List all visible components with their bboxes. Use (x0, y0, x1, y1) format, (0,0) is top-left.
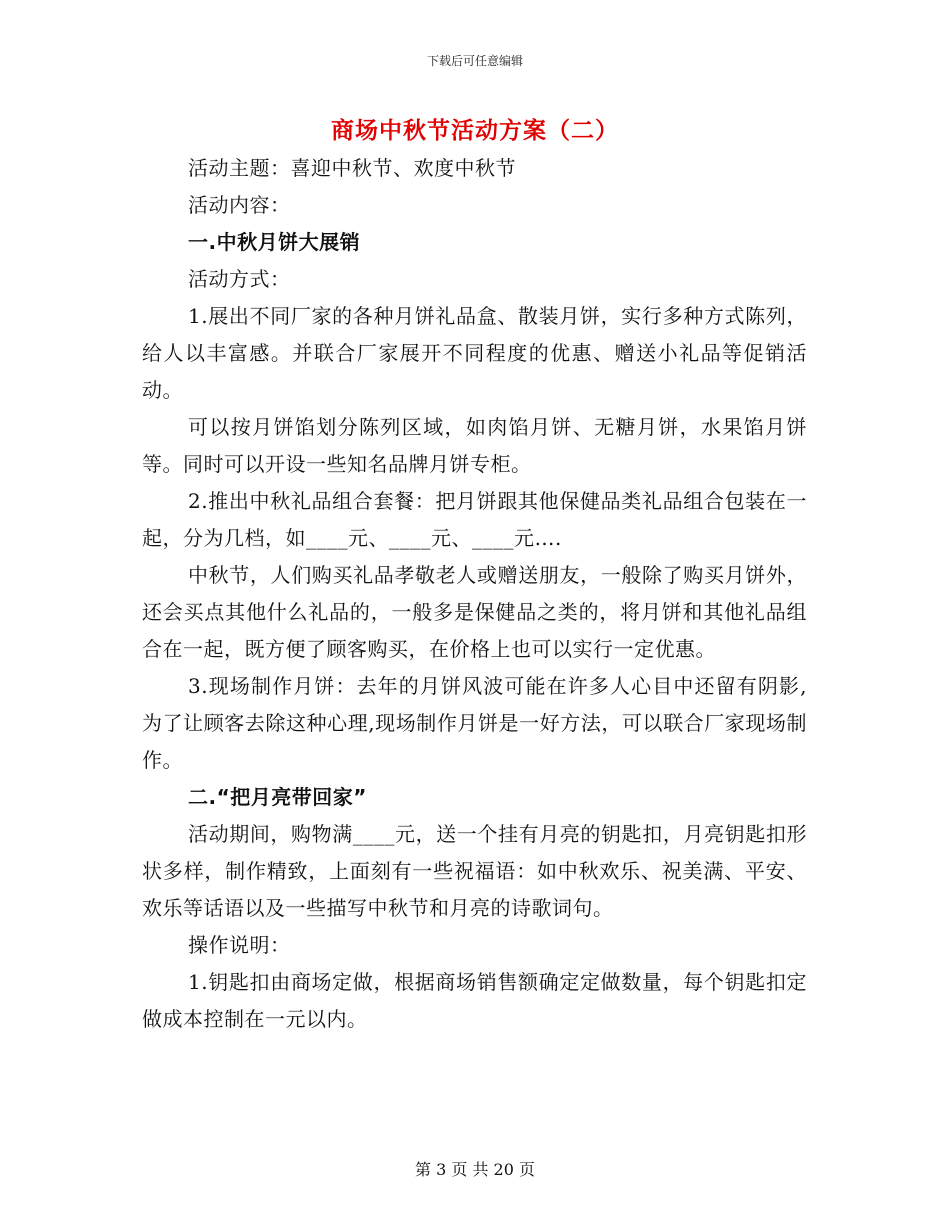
paragraph-method-label: 活动方式： (188, 267, 291, 291)
section-heading-2: 二.“把月亮带回家” (188, 785, 367, 809)
paragraph-item-1: 1.展出不同厂家的各种月饼礼品盒、散装月饼，实行多种方式陈列，给人以丰富感。并联合厂家展开不同程度的优惠、赠送小礼品等促销活动。 (142, 304, 807, 402)
paragraph-event-period: 活动期间，购物满____元，送一个挂有月亮的钥匙扣，月亮钥匙扣形状多样，制作精致，上面刻有一些祝福语：如中秋欢乐、祝美满、平安、欢乐等话语以及一些描写中秋节和月亮的诗歌词句。 (142, 822, 807, 920)
section-heading-1: 一.中秋月饼大展销 (188, 230, 361, 254)
document-title: 商场中秋节活动方案（二） (331, 117, 619, 144)
document-body (142, 150, 807, 1038)
paragraph-display-zones: 可以按月饼馅划分陈列区域，如肉馅月饼、无糖月饼，水果馅月饼等。同时可以开设一些知名品牌月饼专柜。 (142, 415, 807, 476)
header-note: 下载后可任意编辑 (426, 54, 523, 68)
paragraph-operation-label: 操作说明： (188, 933, 291, 957)
paragraph-item-2: 2.推出中秋礼品组合套餐：把月饼跟其他保健品类礼品组合包装在一起，分为几档，如____元、____元、____元…. (142, 489, 807, 550)
paragraph-item-3: 3.现场制作月饼：去年的月饼风波可能在许多人心目中还留有阴影,为了让顾客去除这种心理,现场制作月饼是一好方法，可以联合厂家现场制作。 (142, 674, 807, 772)
paragraph-gift-combo: 中秋节，人们购买礼品孝敬老人或赠送朋友，一般除了购买月饼外，还会买点其他什么礼品的，一般多是保健品之类的，将月饼和其他礼品组合在一起，既方便了顾客购买，在价格上也可以实行一定优惠。 (142, 563, 807, 661)
paragraph-content-label: 活动内容： (188, 193, 291, 217)
paragraph-operation-item-1: 1.钥匙扣由商场定做，根据商场销售额确定定做数量，每个钥匙扣定做成本控制在一元以内。 (142, 970, 807, 1031)
page-footer: 第 3 页 共 20 页 (415, 1160, 535, 1179)
paragraph-theme: 活动主题：喜迎中秋节、欢度中秋节 (188, 156, 516, 180)
